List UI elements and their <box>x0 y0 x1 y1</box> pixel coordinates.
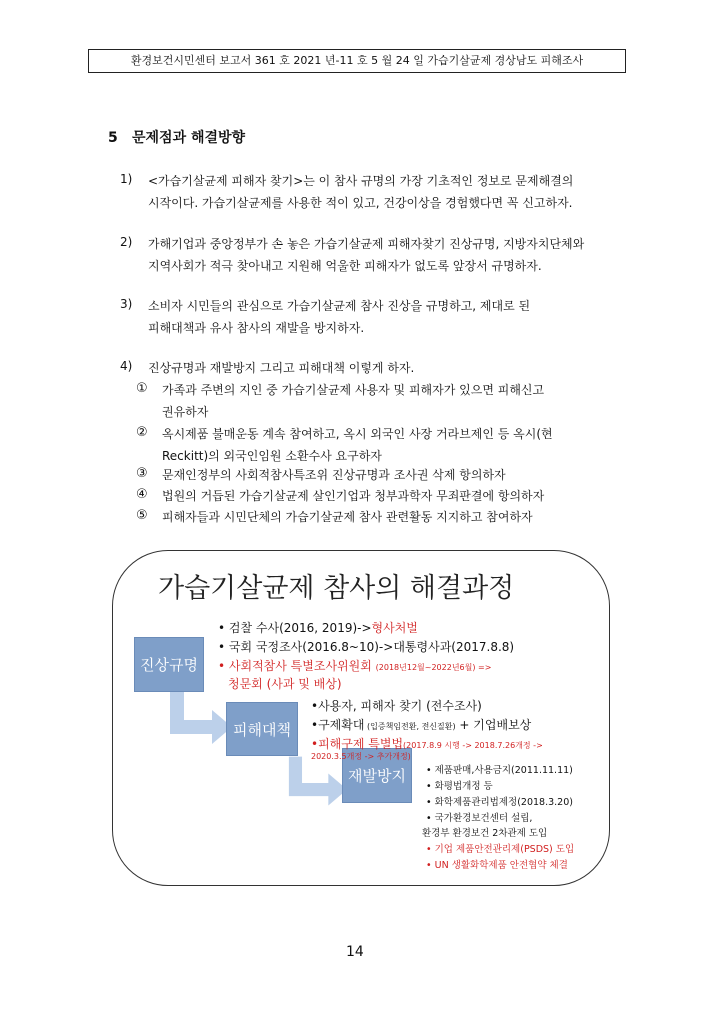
item-text: 진상규명과 재발방지 그리고 피해대책 이렇게 하자. <box>148 361 415 375</box>
diagram-title: 가습기살균제 참사의 해결과정 <box>158 573 515 604</box>
sub-item-text: 피해자들과 시민단체의 가습기살균제 참사 관련활동 지지하고 참여하자 <box>162 510 533 524</box>
prevent-bullet: 환경부 환경보건 2차관제 도입 <box>422 828 548 839</box>
truth-bullet: 청문회 (사과 및 배상) <box>228 677 342 691</box>
damage-bullet <box>311 735 543 752</box>
damage-bullet-text: •구제확대 <box>311 718 365 732</box>
item-number: 3) <box>120 297 133 311</box>
prevent-bullet: • 국가환경보건센터 설립, <box>426 813 533 824</box>
item-text: 가해기업과 중앙정부가 손 놓은 가습기살균제 피해자찾기 진상규명, 지방자치단체와 <box>148 237 585 251</box>
item-text: <가습기살균제 피해자 찾기>는 이 참사 규명의 가장 기초적인 정보로 문제해결의 <box>148 174 574 188</box>
sub-item-text: Reckitt)의 외국인임원 소환수사 요구하자 <box>162 449 382 463</box>
item-number: 2) <box>120 235 133 249</box>
sub-item-text: 법원의 거듭된 가습기살균제 살인기업과 청부과학자 무죄판결에 항의하자 <box>162 489 545 503</box>
section-number: 5 <box>108 130 118 146</box>
truth-bullet-detail: (2018년12월~2022년6월) => <box>375 663 492 672</box>
sub-item-mark: ④ <box>136 487 148 502</box>
prevent-bullet: • 기업 제품안전관리제(PSDS) 도입 <box>426 844 575 855</box>
item-number: 4) <box>120 359 133 373</box>
prevent-bullet: • UN 생활화학제품 안전협약 체결 <box>426 860 568 871</box>
prevent-bullet: • 화평법개정 등 <box>426 781 493 792</box>
stage-box-damage: 피해대책 <box>226 702 298 756</box>
flow-arrow-icon <box>168 692 234 746</box>
damage-bullet-detail: (2017.8.9 시행 -> 2018.7.26개정 -> <box>403 741 543 750</box>
truth-bullet: • 국회 국정조사(2016.8~10)->대통령사과(2017.8.8) <box>218 640 515 654</box>
item-text: 시작이다. 가습기살균제를 사용한 적이 있고, 건강이상을 경험했다면 꼭 신고하자. <box>148 196 573 210</box>
sub-item-text: 문재인정부의 사회적참사특조위 진상규명과 조사권 삭제 항의하자 <box>162 468 506 482</box>
damage-bullet <box>311 716 531 733</box>
prevent-bullet: • 제품판매,사용금지(2011.11.11) <box>426 765 573 776</box>
sub-item-mark: ⑤ <box>136 508 148 523</box>
truth-bullet <box>218 619 418 636</box>
sub-item-text: 옥시제품 불매운동 계속 참여하고, 옥시 외국인 사장 거라브제인 등 옥시(현 <box>162 427 553 441</box>
damage-bullet: 2020.3.5개정 -> 추가개정) <box>311 752 411 761</box>
truth-bullet-highlight: 형사처벌 <box>371 621 418 635</box>
damage-bullet-detail: (입증책임전환, 전신질환) <box>364 722 456 731</box>
truth-bullet-text: • 검찰 수사(2016, 2019)-> <box>218 621 372 635</box>
sub-item-mark: ① <box>136 381 148 396</box>
item-text: 소비자 시민들의 관심으로 가습기살균제 참사 진상을 규명하고, 제대로 된 <box>148 299 531 313</box>
sub-item-text: 가족과 주변의 지인 중 가습기살균제 사용자 및 피해자가 있으면 피해신고 <box>162 383 545 397</box>
damage-bullet-highlight: •피해구제 특별법 <box>311 737 404 751</box>
stage-box-prevent: 재발방지 <box>342 748 412 803</box>
section-title-text: 문제점과 해결방향 <box>132 130 246 146</box>
item-number: 1) <box>120 172 133 186</box>
damage-bullet: •사용자, 피해자 찾기 (전수조사) <box>311 699 482 713</box>
item-text: 지역사회가 적극 찾아내고 지원해 억울한 피해자가 없도록 앞장서 규명하자. <box>148 259 542 273</box>
sub-item-mark: ③ <box>136 466 148 481</box>
sub-item-text: 권유하자 <box>162 405 209 419</box>
item-text: 피해대책과 유사 참사의 재발을 방지하자. <box>148 321 365 335</box>
sub-item-mark: ② <box>136 425 148 440</box>
page-number: 14 <box>346 944 364 960</box>
report-header: 환경보건시민센터 보고서 361 호 2021 년-11 호 5 월 24 일 가습기살균제 경상남도 피해조사 <box>88 49 626 73</box>
prevent-bullet: • 화학제품관리법제정(2018.3.20) <box>426 797 573 808</box>
truth-bullet <box>218 657 491 674</box>
stage-box-truth: 진상규명 <box>134 637 204 692</box>
truth-bullet-highlight: • 사회적참사 특별조사위원회 <box>218 659 372 673</box>
section-heading <box>108 127 245 147</box>
damage-bullet-text: + 기업배보상 <box>455 718 532 732</box>
flow-arrow-icon <box>287 756 349 808</box>
